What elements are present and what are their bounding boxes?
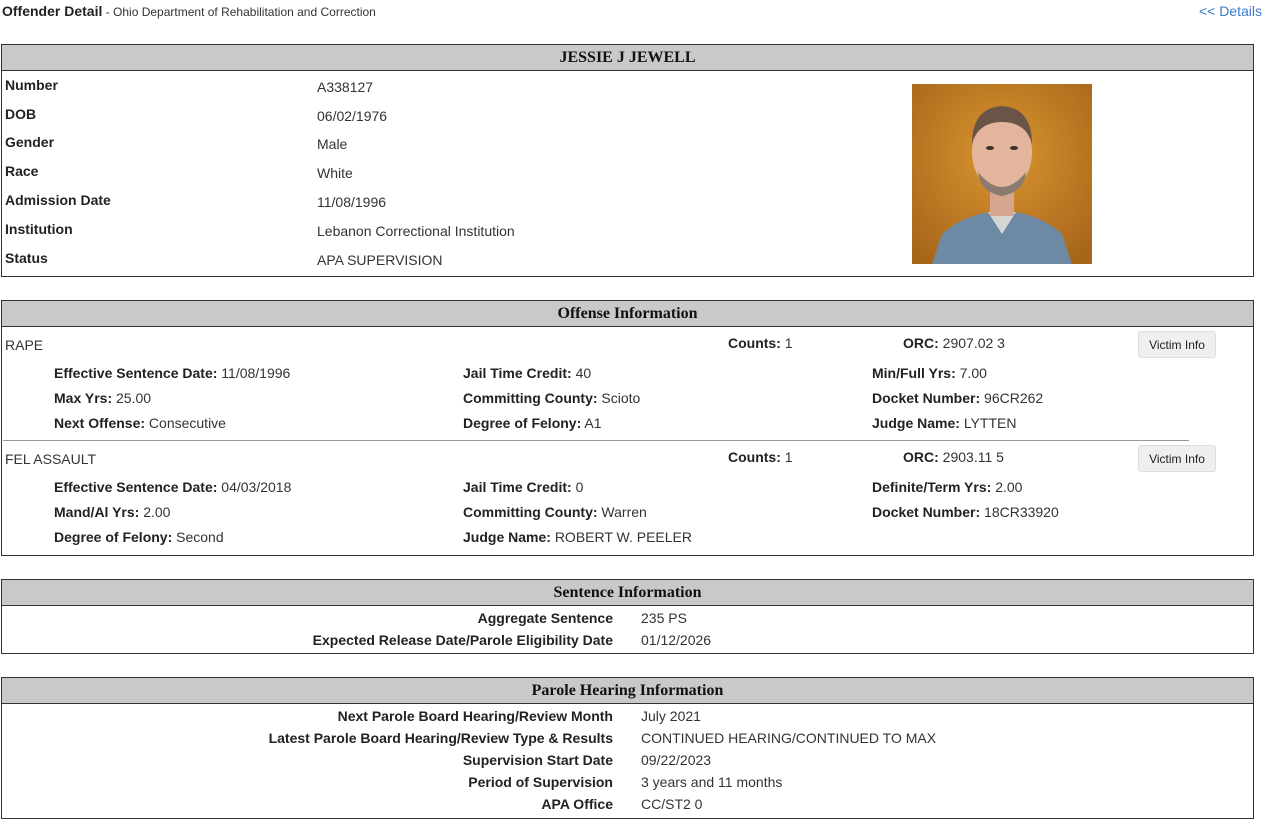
offense-divider	[3, 440, 1189, 441]
field-value: 01/12/2026	[641, 632, 712, 648]
offense-orc: ORC: 2907.02 3	[903, 335, 1005, 351]
offender-row-status	[5, 250, 705, 272]
field-label: Period of Supervision	[468, 774, 613, 790]
field-value: 235 PS	[641, 610, 687, 626]
field-label: DOB	[5, 106, 37, 122]
parole-row	[2, 752, 1253, 774]
sentence-heading: Sentence Information	[2, 580, 1253, 606]
offender-row-admission-date	[5, 192, 705, 214]
offender-row-number	[5, 77, 705, 99]
field-value: CC/ST2 0	[641, 796, 703, 812]
offense-detail: Degree of Felony: A1	[463, 415, 602, 431]
field-label: Aggregate Sentence	[477, 610, 613, 626]
offense-detail: Effective Sentence Date: 11/08/1996	[54, 365, 291, 381]
offense-heading: Offense Information	[2, 301, 1253, 327]
page-subtitle: Ohio Department of Rehabilitation and Correction	[113, 5, 376, 19]
offender-photo	[912, 84, 1092, 264]
sentence-row	[2, 610, 1253, 632]
field-label: Race	[5, 163, 39, 179]
offense-panel	[1, 300, 1254, 556]
offense-detail: Docket Number: 18CR33920	[872, 504, 1059, 520]
parole-panel	[1, 677, 1254, 819]
offense-counts: Counts: 1	[728, 449, 793, 465]
offense-detail: Min/Full Yrs: 7.00	[872, 365, 987, 381]
offense-detail: Max Yrs: 25.00	[54, 390, 152, 406]
offense-detail: Jail Time Credit: 40	[463, 365, 592, 381]
victim-info-button[interactable]: Victim Info	[1138, 445, 1216, 472]
offense-orc: ORC: 2903.11 5	[903, 449, 1004, 465]
offender-row-race	[5, 163, 705, 185]
sentence-row	[2, 632, 1253, 654]
field-value: Lebanon Correctional Institution	[317, 223, 515, 239]
field-label: Latest Parole Board Hearing/Review Type & Results	[268, 730, 613, 746]
field-value: July 2021	[641, 708, 701, 724]
offense-name: RAPE	[5, 337, 44, 353]
field-label: APA Office	[541, 796, 613, 812]
offense-detail: Committing County: Warren	[463, 504, 647, 520]
offense-counts: Counts: 1	[728, 335, 793, 351]
sentence-panel	[1, 579, 1254, 654]
field-value: 3 years and 11 months	[641, 774, 783, 790]
offense-detail: Definite/Term Yrs: 2.00	[872, 479, 1023, 495]
field-label: Expected Release Date/Parole Eligibility Date	[312, 632, 613, 648]
parole-heading: Parole Hearing Information	[2, 678, 1253, 704]
offender-row-dob	[5, 106, 705, 128]
field-value: A338127	[317, 79, 374, 95]
parole-row	[2, 774, 1253, 796]
back-to-details-link[interactable]: << Details	[1198, 3, 1262, 19]
offense-name: FEL ASSAULT	[5, 451, 97, 467]
offender-panel	[1, 44, 1254, 277]
offender-row-gender	[5, 134, 705, 156]
page-header	[2, 3, 1280, 23]
offender-name-heading: JESSIE J JEWELL	[2, 45, 1253, 71]
parole-row	[2, 730, 1253, 752]
field-value: Male	[317, 136, 348, 152]
field-label: Institution	[5, 221, 73, 237]
field-value: APA SUPERVISION	[317, 252, 443, 268]
offense-detail: Jail Time Credit: 0	[463, 479, 584, 495]
offense-detail: Degree of Felony: Second	[54, 529, 224, 545]
title-separator: -	[102, 5, 114, 19]
page-title: Offender Detail	[2, 3, 103, 19]
offense-detail: Effective Sentence Date: 04/03/2018	[54, 479, 292, 495]
victim-info-button[interactable]: Victim Info	[1138, 331, 1216, 358]
field-value: CONTINUED HEARING/CONTINUED TO MAX	[641, 730, 937, 746]
field-label: Gender	[5, 134, 55, 150]
field-value: 09/22/2023	[641, 752, 712, 768]
field-label: Number	[5, 77, 58, 93]
offense-detail: Committing County: Scioto	[463, 390, 641, 406]
field-label: Status	[5, 250, 48, 266]
field-label: Supervision Start Date	[462, 752, 613, 768]
offense-detail: Next Offense: Consecutive	[54, 415, 226, 431]
offense-detail: Judge Name: LYTTEN	[872, 415, 1017, 431]
offense-detail: Mand/Al Yrs: 2.00	[54, 504, 171, 520]
parole-row	[2, 796, 1253, 818]
offender-row-institution	[5, 221, 705, 243]
field-value: 06/02/1976	[317, 108, 388, 124]
offense-detail: Judge Name: ROBERT W. PEELER	[463, 529, 693, 545]
field-label: Next Parole Board Hearing/Review Month	[337, 708, 613, 724]
parole-row	[2, 708, 1253, 730]
offense-detail: Docket Number: 96CR262	[872, 390, 1044, 406]
field-label: Admission Date	[5, 192, 111, 208]
field-value: White	[317, 165, 353, 181]
field-value: 11/08/1996	[317, 194, 387, 210]
